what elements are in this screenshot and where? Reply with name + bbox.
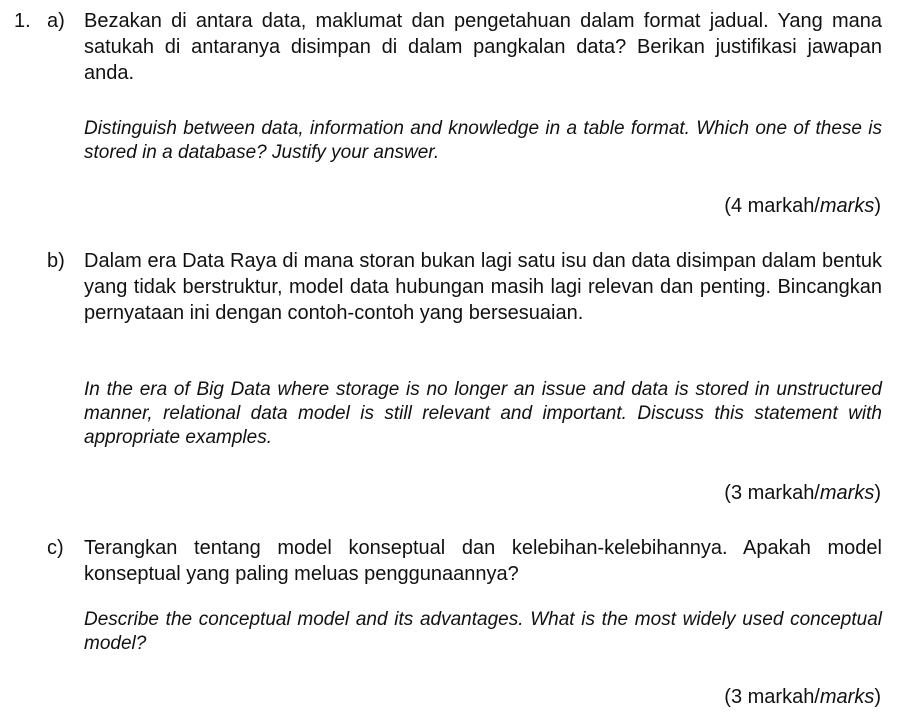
part-a-marks-en: marks	[819, 195, 875, 217]
part-c-marks-en: marks	[819, 686, 875, 708]
part-b-label: b)	[47, 250, 65, 272]
part-c-malay-text: Terangkan tentang model konseptual dan kelebihan-kelebihannya. Apakah model konseptual yang paling meluas penggunaannya?	[84, 537, 882, 585]
part-b-malay-text: Dalam era Data Raya di mana storan bukan lagi satu isu dan data disimpan dalam bentuk yang tidak berstruktur, model data hubungan masih lagi relevan dan penting. Bincangkan pernyataan ini dengan contoh-contoh yang bersesuaian.	[84, 250, 882, 324]
part-a-english-text: Distinguish between data, information and knowledge in a table format. Which one of these is stored in a database? Justify your answer.	[84, 118, 882, 163]
part-c-marks	[724, 684, 881, 710]
part-a-marks-suffix: )	[874, 195, 881, 217]
part-c-marks-suffix: )	[874, 686, 881, 708]
part-c-label: c)	[47, 537, 64, 559]
question-number: 1.	[14, 10, 31, 32]
part-a-marks	[724, 193, 881, 219]
part-a-marks-prefix: (4 markah/	[724, 195, 820, 217]
part-b-marks-suffix: )	[874, 482, 881, 504]
part-a-label: a)	[47, 10, 65, 32]
part-b-marks-en: marks	[819, 482, 875, 504]
part-b-marks-prefix: (3 markah/	[724, 482, 820, 504]
part-b-english-text: In the era of Big Data where storage is no longer an issue and data is stored in unstructured manner, relational data model is still relevant and important. Discuss this statement with appropriate examples.	[84, 379, 882, 448]
part-a-malay-text: Bezakan di antara data, maklumat dan pengetahuan dalam format jadual. Yang mana satukah di antaranya disimpan di dalam pangkalan data? Berikan justifikasi jawapan anda.	[84, 10, 882, 84]
part-c-english-text: Describe the conceptual model and its advantages. What is the most widely used conceptual model?	[84, 609, 882, 654]
part-c-marks-prefix: (3 markah/	[724, 686, 820, 708]
part-b-marks	[724, 480, 881, 506]
